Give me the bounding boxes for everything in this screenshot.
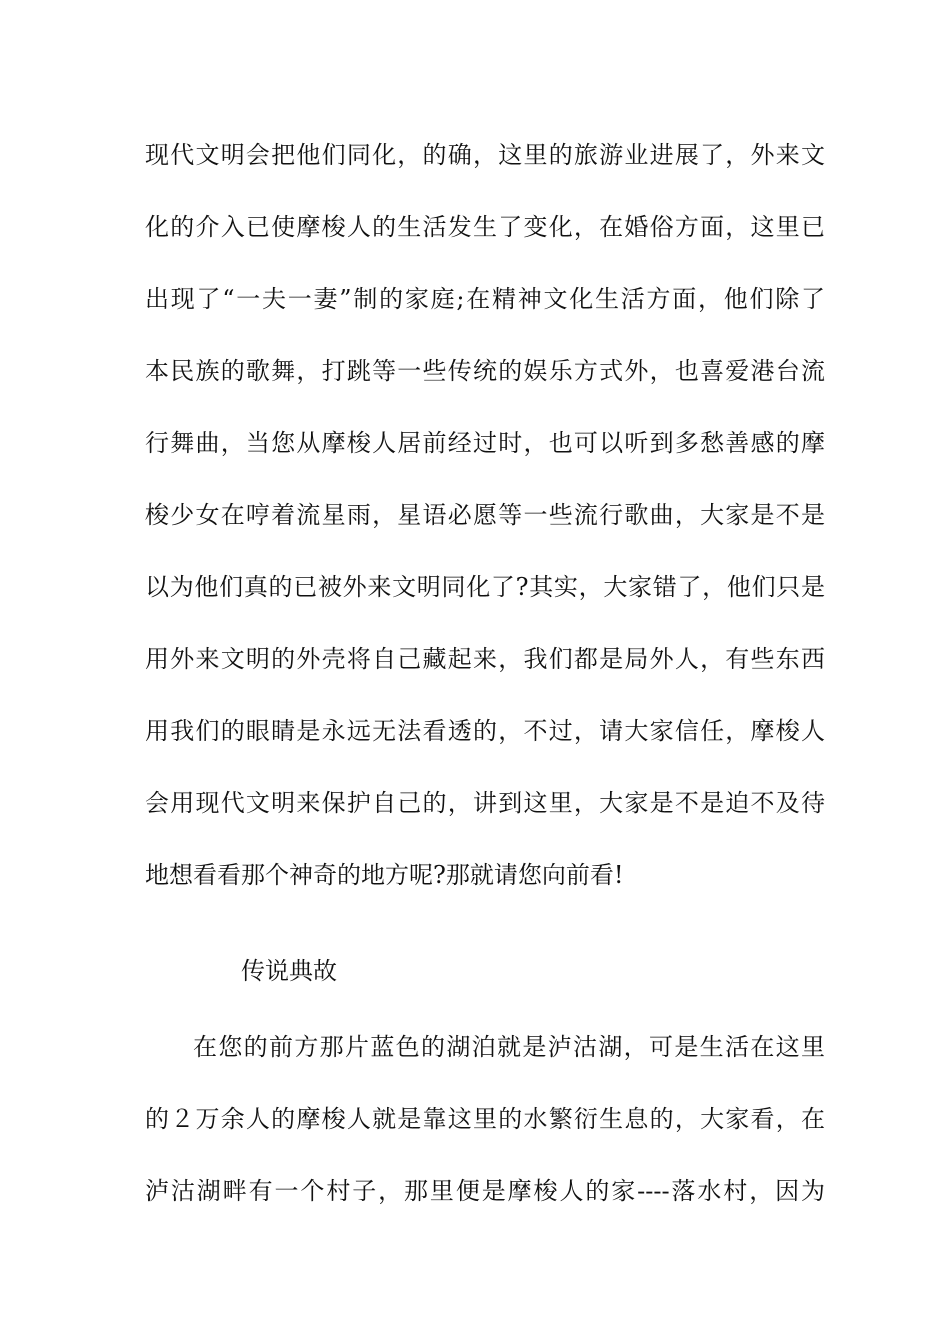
paragraph-line: 以为他们真的已被外来文明同化了?其实，大家错了，他们只是: [145, 573, 825, 601]
paragraph-line: 会用现代文明来保护自己的，讲到这里，大家是不是迫不及待: [145, 789, 825, 817]
paragraph-line: 地想看看那个神奇的地方呢?那就请您向前看!: [145, 861, 624, 889]
paragraph-line: 梭少女在哼着流星雨，星语必愿等一些流行歌曲，大家是不是: [145, 501, 825, 529]
paragraph-line: 在您的前方那片蓝色的湖泊就是泸沽湖，可是生活在这里: [193, 1033, 825, 1061]
paragraph-line: 化的介入已使摩梭人的生活发生了变化，在婚俗方面，这里已: [145, 213, 825, 241]
paragraph-line: 行舞曲，当您从摩梭人居前经过时，也可以听到多愁善感的摩: [145, 429, 825, 457]
section-heading: 传说典故: [241, 957, 337, 985]
paragraph-line: 泸沽湖畔有一个村子，那里便是摩梭人的家----落水村，因为: [145, 1177, 825, 1205]
paragraph-line: 用我们的眼睛是永远无法看透的，不过，请大家信任，摩梭人: [145, 717, 825, 745]
paragraph-line: 本民族的歌舞，打跳等一些传统的娱乐方式外，也喜爱港台流: [145, 357, 825, 385]
paragraph-line: 出现了“一夫一妻”制的家庭;在精神文化生活方面，他们除了: [145, 285, 825, 313]
paragraph-line: 现代文明会把他们同化，的确，这里的旅游业进展了，外来文: [145, 141, 825, 169]
paragraph-line: 的２万余人的摩梭人就是靠这里的水繁衍生息的，大家看，在: [145, 1105, 825, 1133]
paragraph-line: 用外来文明的外壳将自己藏起来，我们都是局外人，有些东西: [145, 645, 825, 673]
